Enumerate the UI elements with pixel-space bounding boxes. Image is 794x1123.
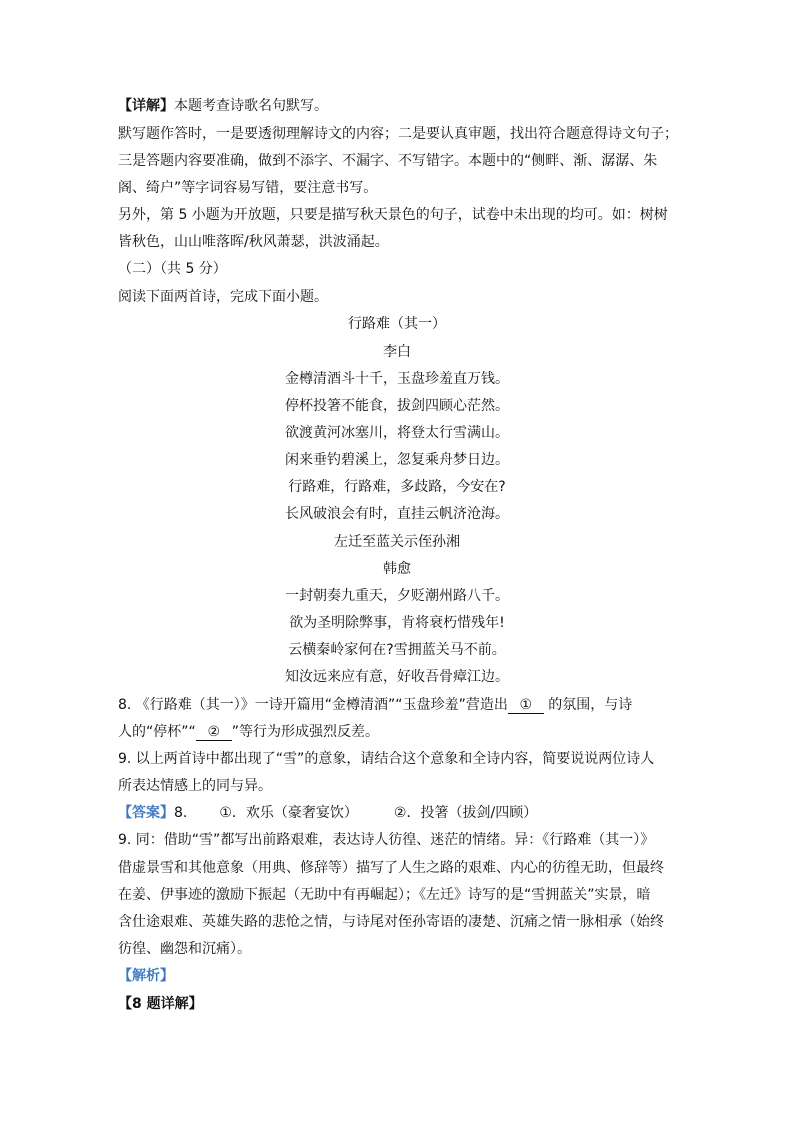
answer9-line: 彷徨、幽怨和沉痛）。 — [118, 941, 251, 957]
section-heading: （二）（共 5 分） — [118, 261, 227, 277]
question-9-line-1: 9. 以上两首诗中都出现了“雪”的意象，请结合这个意象和全诗内容，简要说说两位诗人 — [118, 751, 655, 767]
poem1-line: 欲渡黄河冰塞川，将登太行雪满山。 — [285, 425, 509, 441]
reading-instruction: 阅读下面两首诗，完成下面小题。 — [118, 289, 328, 305]
answer9-line: 含仕途艰难、英雄失路的悲怆之情，与诗尾对侄孙寄语的凄楚、沉痛之情一脉相承（始终 — [118, 914, 664, 930]
poem2-title: 左迁至蓝关示侄孙湘 — [334, 534, 460, 550]
poem1-line: 闲来垂钓碧溪上，忽复乘舟梦日边。 — [285, 452, 509, 468]
answer-label: 【答案】 — [118, 805, 174, 821]
bracket-open: 【 — [118, 98, 132, 114]
answer-number: 8. — [174, 805, 188, 821]
blank-2: ② — [196, 724, 232, 741]
detail-label: 详解 — [132, 98, 160, 114]
poem1-line: 行路难，行路难，多歧路，今安在? — [288, 479, 506, 495]
question-9-line-2: 所表达情感上的同与异。 — [118, 778, 272, 794]
poem1-author: 李白 — [383, 344, 411, 360]
answer-line — [118, 803, 537, 823]
para1-line-3: 阁、绮户”等字词容易写错，要注意书写。 — [118, 180, 378, 196]
poem2-line: 欲为圣明除弊事，肯将衰朽惜残年! — [289, 615, 505, 631]
para2-line-1: 另外，第 5 小题为开放题，只要是描写秋天景色的句子，试卷中未出现的均可。如：树树 — [118, 207, 668, 223]
poem1-line: 停杯投箸不能食，拔剑四顾心茫然。 — [285, 398, 509, 414]
analysis-label: 【解析】 — [118, 968, 174, 984]
poem1-line: 长风破浪会有时，直挂云帆济沧海。 — [285, 506, 509, 522]
poem2-line: 一封朝奏九重天，夕贬潮州路八千。 — [285, 588, 509, 604]
para1-line-2: 三是答题内容要准确，做到不添字、不漏字、不写错字。本题中的“侧畔、渐、潺潺、朱 — [118, 153, 658, 169]
blank-1: ① — [508, 697, 544, 714]
question-8-line-2 — [118, 722, 379, 742]
q8-text: ”等行为形成强烈反差。 — [231, 724, 380, 740]
poem1-title: 行路难（其一） — [348, 316, 446, 332]
poem2-line: 知汝远来应有意，好收吾骨瘴江边。 — [285, 669, 509, 685]
answer9-line: 9. 同：借助“雪”都写出前路艰难，表达诗人彷徨、迷茫的情绪。异：《行路难（其一）》 — [118, 832, 655, 848]
answer9-line: 在姜、伊事迹的激励下振起（无助中有再崛起）；《左迁》诗写的是“雪拥蓝关”实景，暗 — [118, 887, 651, 903]
q8-text: 人的“停杯”“ — [118, 724, 196, 740]
poem1-line: 金樽清酒斗十千，玉盘珍羞直万钱。 — [285, 371, 509, 387]
bracket-close: 】 — [160, 98, 174, 114]
para2-line-2: 皆秋色，山山唯落晖/秋风萧瑟，洪波涌起。 — [118, 234, 389, 250]
para1-line-1: 默写题作答时，一是要透彻理解诗文的内容；二是要认真审题，找出符合题意得诗文句子； — [118, 126, 678, 142]
detail-text: 本题考查诗歌名句默写。 — [174, 98, 328, 114]
answer-item-1: ①．欢乐（豪奢宴饮） — [219, 805, 358, 821]
detail-heading — [118, 96, 328, 116]
detail-8-label: 【8 题详解】 — [118, 996, 203, 1012]
question-8-line-1 — [118, 695, 632, 715]
q8-text: 8. 《行路难（其一）》一诗开篇用“金樽清酒”“玉盘珍羞”营造出 — [118, 697, 508, 713]
answer9-line: 借虚景雪和其他意象（用典、修辞等）描写了人生之路的艰难、内心的彷徨无助，但最终 — [118, 860, 664, 876]
poem2-line: 云横秦岭家何在?雪拥蓝关马不前。 — [288, 642, 506, 658]
answer-item-2: ②．投箸（拔剑/四顾） — [393, 805, 538, 821]
poem2-author: 韩愈 — [383, 561, 411, 577]
q8-text: 的氛围，与诗 — [543, 697, 633, 713]
